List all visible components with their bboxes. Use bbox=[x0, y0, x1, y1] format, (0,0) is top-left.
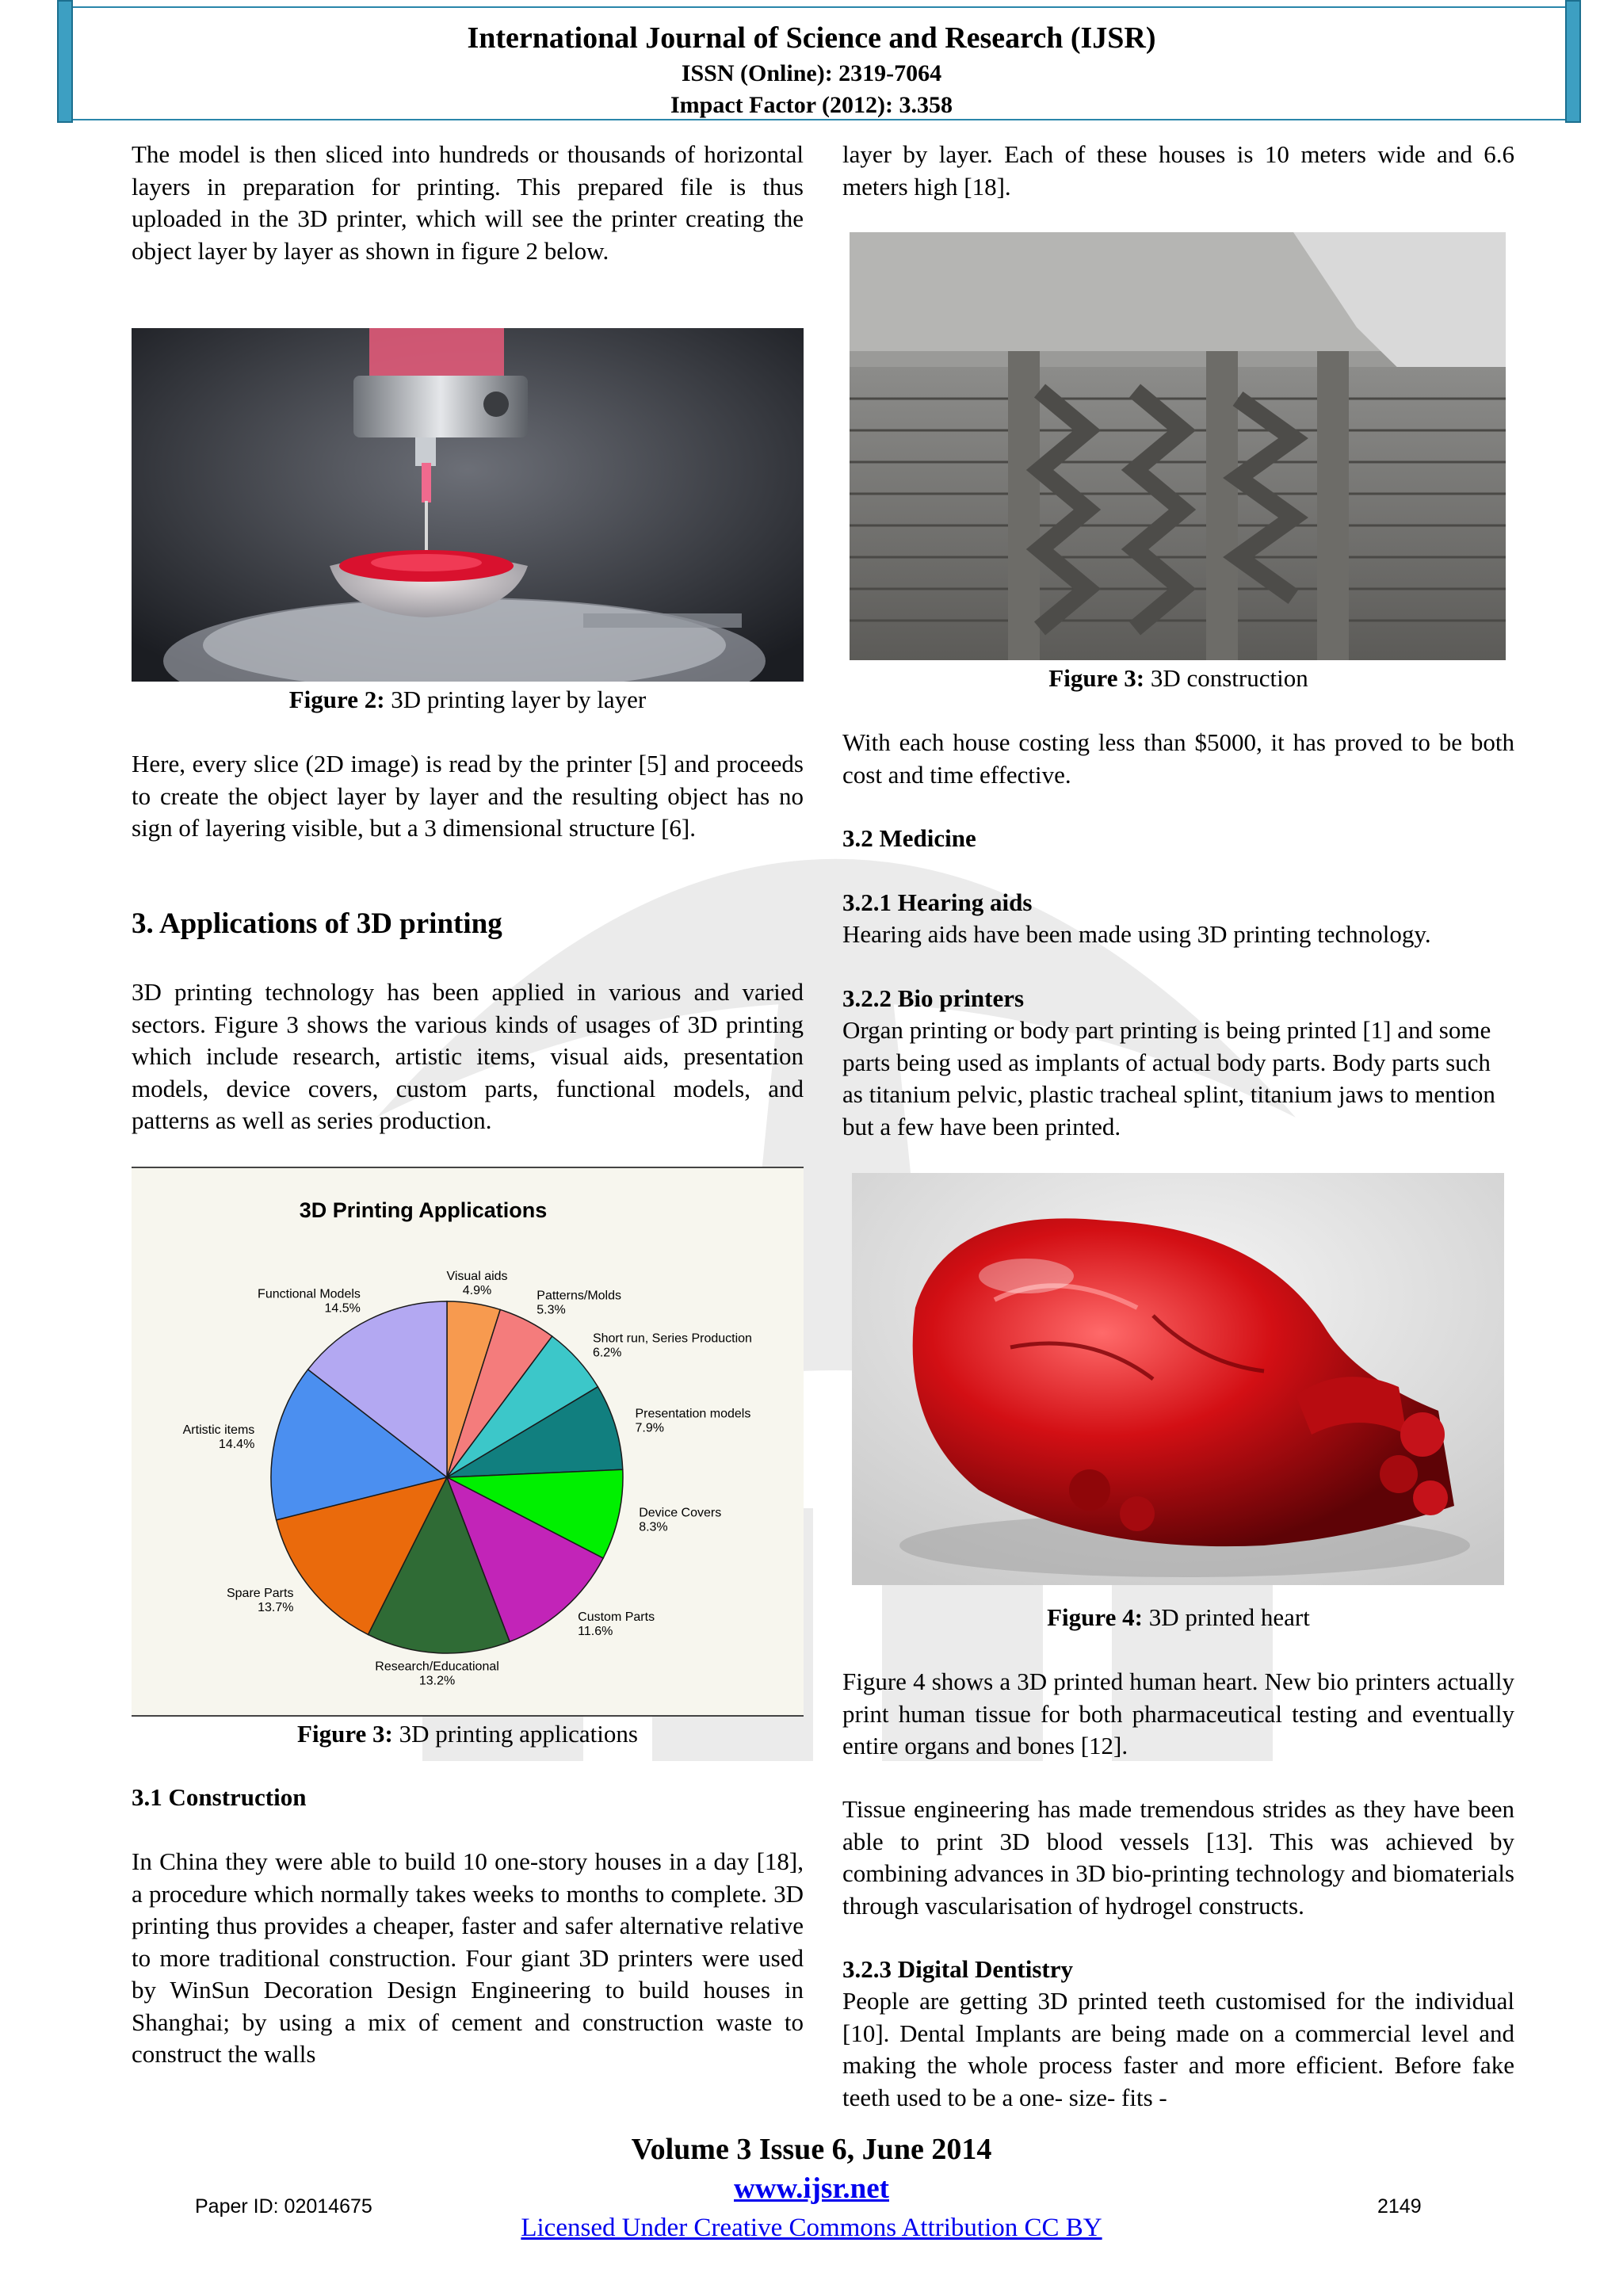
figure-4-heart-image bbox=[852, 1173, 1504, 1585]
figure-3b-caption-label: Figure 3: bbox=[1048, 664, 1145, 692]
pie-label-3: Presentation models bbox=[635, 1407, 751, 1421]
pie-value-label-4: 8.3% bbox=[639, 1520, 668, 1534]
footer-volume: Volume 3 Issue 6, June 2014 bbox=[631, 2133, 992, 2166]
heading-3-2-2: 3.2.2 Bio printers bbox=[842, 984, 1025, 1012]
pie-label-4: Device Covers bbox=[639, 1506, 722, 1520]
pie-value-label-8: 14.4% bbox=[218, 1437, 255, 1451]
section-3-title: 3. Applications of 3D printing bbox=[132, 907, 502, 940]
header-bottom-rule bbox=[73, 119, 1565, 120]
pie-label-7: Spare Parts bbox=[226, 1587, 294, 1601]
heading-3-2: 3.2 Medicine bbox=[842, 824, 976, 852]
right-paragraph-1: layer by layer. Each of these houses is 10 meters wide and 6.6 meters high [18]. bbox=[842, 140, 1514, 201]
footer-page-number: 2149 bbox=[1377, 2195, 1422, 2218]
pie-label-8: Artistic items bbox=[182, 1423, 255, 1437]
chart-title: 3D Printing Applications bbox=[299, 1198, 548, 1222]
pie-value-label-9: 14.5% bbox=[324, 1301, 361, 1316]
journal-title: International Journal of Science and Research (IJSR) bbox=[467, 21, 1156, 55]
pie-chart-svg bbox=[132, 1168, 804, 1715]
figure-4-caption-label: Figure 4: bbox=[1047, 1603, 1143, 1631]
pie-value-label-7: 13.7% bbox=[258, 1601, 294, 1615]
figure-3-caption bbox=[132, 1718, 804, 1751]
pie-value-label-0: 4.9% bbox=[462, 1283, 492, 1297]
figure-4-caption bbox=[842, 1602, 1514, 1634]
pie-value-label-5: 11.6% bbox=[578, 1624, 613, 1638]
figure-2-caption-text: 3D printing layer by layer bbox=[384, 686, 647, 713]
figure-3-caption-text: 3D printing applications bbox=[392, 1720, 638, 1748]
figure-3b-caption bbox=[842, 663, 1514, 695]
right-paragraph-6: Tissue engineering has made tremendous strides as they have been able to print 3D blood vessels [13]. This was achieved by combining advances in 3D bio-printing technology and biomaterials through vascularisation of hydrogel constructs. bbox=[842, 1795, 1514, 1920]
figure-3-caption-label: Figure 3: bbox=[297, 1720, 393, 1748]
pie-value-label-6: 13.2% bbox=[418, 1674, 456, 1688]
pie-label-0: Visual aids bbox=[446, 1269, 508, 1283]
figure-3-construction-image bbox=[850, 232, 1506, 660]
heading-3-1: 3.1 Construction bbox=[132, 1783, 307, 1811]
heading-3-2-3: 3.2.3 Digital Dentistry bbox=[842, 1955, 1074, 1983]
right-paragraph-3: Hearing aids have been made using 3D printing technology. bbox=[842, 920, 1431, 948]
pie-value-label-1: 5.3% bbox=[537, 1303, 566, 1317]
left-paragraph-1: The model is then sliced into hundreds or thousands of horizontal layers in preparation for printing. This prepared file is thus uploaded in the 3D printer, which will see the printer creating the object layer by layer as shown in figure 2 below. bbox=[132, 140, 804, 265]
pie-value-label-2: 6.2% bbox=[592, 1346, 622, 1360]
figure-2-caption bbox=[132, 684, 804, 716]
journal-issn: ISSN (Online): 2319-7064 bbox=[681, 60, 942, 86]
footer-paper-id: Paper ID: 02014675 bbox=[195, 2195, 372, 2218]
heading-3-2-1: 3.2.1 Hearing aids bbox=[842, 888, 1033, 916]
right-paragraph-5: Figure 4 shows a 3D printed human heart. New bio printers actually print human tissue for both pharmaceutical testing and eventually entire organs and bones [12]. bbox=[842, 1668, 1514, 1759]
left-paragraph-2: Here, every slice (2D image) is read by the printer [5] and proceeds to create the object layer by layer and the resulting object has no sign of layering visible, but a 3 dimensional structure [6]. bbox=[132, 750, 804, 842]
pie-label-2: Short run, Series Production bbox=[592, 1331, 752, 1346]
figure-3b-caption-text: 3D construction bbox=[1144, 664, 1308, 692]
right-paragraph-2: With each house costing less than $5000, it has proved to be both cost and time effective. bbox=[842, 728, 1514, 789]
figure-4-caption-text: 3D printed heart bbox=[1142, 1603, 1310, 1631]
pie-label-5: Custom Parts bbox=[578, 1610, 655, 1624]
figure-3-chart bbox=[132, 1167, 804, 1717]
footer-license-link[interactable]: Licensed Under Creative Commons Attribution CC BY bbox=[521, 2214, 1102, 2242]
figure-2-caption-label: Figure 2: bbox=[288, 686, 385, 713]
pie-label-9: Functional Models bbox=[258, 1287, 361, 1301]
right-paragraph-4: Organ printing or body part printing is being printed [1] and some parts being used as implants of actual body parts. Body parts such as titanium pelvic, plastic tracheal splint, titanium jaws to mention but a few have been printed. bbox=[842, 1016, 1495, 1140]
footer-website-link[interactable]: www.ijsr.net bbox=[734, 2172, 889, 2205]
header-top-rule bbox=[73, 6, 1565, 8]
left-paragraph-4: In China they were able to build 10 one-story houses in a day [18], a procedure which normally takes weeks to months to complete. 3D printing thus provides a cheaper, faster and safer alternative relative to more traditional construction. Four giant 3D printers were used by WinSun Decoration Design Engineering to build houses in Shanghai; by using a mix of cement and construction waste to construct the walls bbox=[132, 1847, 804, 2068]
right-paragraph-7: People are getting 3D printed teeth customised for the individual [10]. Dental Implants are being made on a commercial level and making the whole process faster and more efficient. Before fake teeth used to be a one- size- fits - bbox=[842, 1987, 1514, 2111]
pie-label-1: Patterns/Molds bbox=[537, 1289, 622, 1303]
pie-value-label-3: 7.9% bbox=[635, 1421, 664, 1435]
journal-impact-factor: Impact Factor (2012): 3.358 bbox=[670, 92, 953, 118]
figure-2-image bbox=[132, 328, 804, 682]
pie-label-6: Research/Educational bbox=[375, 1660, 499, 1674]
left-paragraph-3: 3D printing technology has been applied in various and varied sectors. Figure 3 shows the various kinds of usages of 3D printing which include research, artistic items, visual aids, presentation models, device covers, custom parts, functional models, and patterns as well as series production. bbox=[132, 978, 804, 1134]
